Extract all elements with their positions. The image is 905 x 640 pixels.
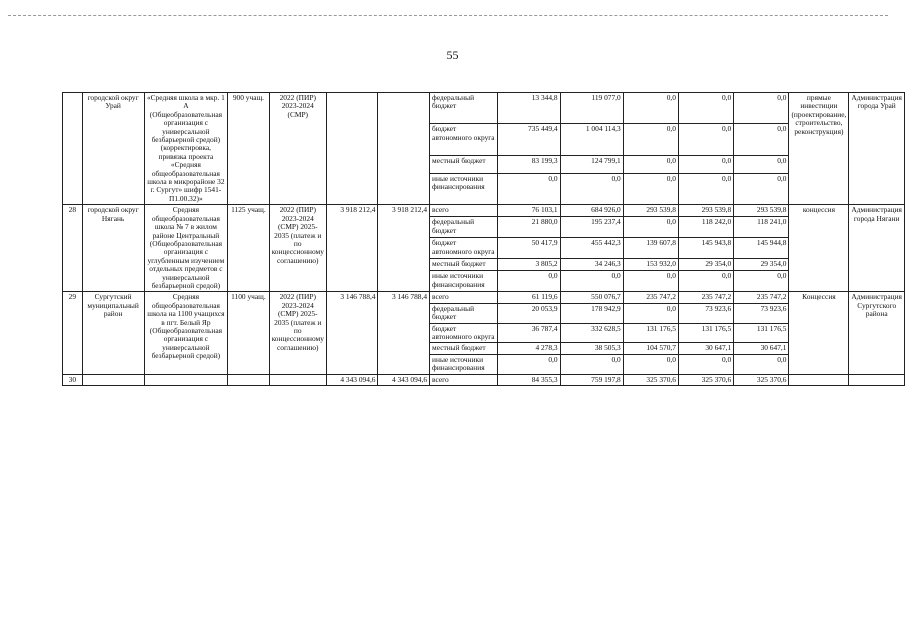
cell-value-v3: 325 370,6 bbox=[623, 374, 678, 385]
cell-no: 29 bbox=[63, 292, 83, 374]
cell-value-v1: 21 880,0 bbox=[497, 217, 560, 238]
cell-value-v4: 235 747,2 bbox=[678, 292, 733, 303]
cell-value-v5: 0,0 bbox=[734, 93, 789, 124]
cell-value-v5: 30 647,1 bbox=[734, 343, 789, 354]
cell-value-v2: 0,0 bbox=[560, 173, 623, 204]
scan-top-border bbox=[8, 15, 888, 16]
table-row bbox=[63, 374, 905, 385]
cell-value-v5: 73 923,6 bbox=[734, 303, 789, 323]
cell-source: бюджет автономного округа bbox=[430, 323, 498, 343]
cell-value-v1: 20 053,9 bbox=[497, 303, 560, 323]
cell-value-v2: 38 505,3 bbox=[560, 343, 623, 354]
cell-value-v3: 0,0 bbox=[623, 173, 678, 204]
cell-value-v1: 61 119,6 bbox=[497, 292, 560, 303]
cell-capacity: 1100 учащ. bbox=[228, 292, 269, 374]
cell-value-v3: 0,0 bbox=[623, 93, 678, 124]
cell-value-v2: 119 077,0 bbox=[560, 93, 623, 124]
cell-value-v2: 759 197,8 bbox=[560, 374, 623, 385]
cell-value-v5: 0,0 bbox=[734, 124, 789, 155]
cell-mechanism: концессия bbox=[789, 205, 849, 292]
cell-no bbox=[63, 93, 83, 205]
cell-cost-total: 3 918 212,4 bbox=[326, 205, 378, 292]
cell-customer: Администрация города Нягани bbox=[849, 205, 905, 292]
cell-value-v5: 325 370,6 bbox=[734, 374, 789, 385]
cell-customer: Администрация Сургутского района bbox=[849, 292, 905, 374]
cell-source: федеральный бюджет bbox=[430, 93, 498, 124]
cell-years: 2022 (ПИР) 2023-2024 (СМР) 2025-2035 (платеж и по концессионному соглашению) bbox=[269, 205, 326, 292]
cell-value-v2: 0,0 bbox=[560, 354, 623, 374]
cell-value-v3: 0,0 bbox=[623, 217, 678, 238]
cell-value-v2: 455 442,3 bbox=[560, 238, 623, 259]
cell-value-v4: 73 923,6 bbox=[678, 303, 733, 323]
cell-value-v1: 36 787,4 bbox=[497, 323, 560, 343]
cell-cost-remaining: 3 146 788,4 bbox=[378, 292, 430, 374]
cell-cost-total: 4 343 094,6 bbox=[326, 374, 378, 385]
table-row bbox=[63, 205, 905, 217]
investment-table bbox=[62, 92, 905, 386]
cell-capacity bbox=[228, 374, 269, 385]
cell-source: местный бюджет bbox=[430, 343, 498, 354]
cell-value-v2: 0,0 bbox=[560, 271, 623, 292]
cell-source: иные источники финансирования bbox=[430, 271, 498, 292]
cell-mechanism: прямые инвестиции (проектирование, строительство, реконструкция) bbox=[789, 93, 849, 205]
cell-value-v4: 0,0 bbox=[678, 124, 733, 155]
cell-customer: Администрация города Урай bbox=[849, 93, 905, 205]
cell-value-v3: 0,0 bbox=[623, 271, 678, 292]
cell-value-v2: 124 799,1 bbox=[560, 155, 623, 173]
cell-value-v4: 0,0 bbox=[678, 271, 733, 292]
cell-source: всего bbox=[430, 374, 498, 385]
cell-value-v2: 332 628,5 bbox=[560, 323, 623, 343]
cell-value-v4: 118 242,0 bbox=[678, 217, 733, 238]
cell-value-v1: 0,0 bbox=[497, 271, 560, 292]
cell-value-v3: 0,0 bbox=[623, 354, 678, 374]
cell-value-v5: 0,0 bbox=[734, 271, 789, 292]
cell-value-v3: 104 570,7 bbox=[623, 343, 678, 354]
cell-cost-remaining bbox=[378, 93, 430, 205]
cell-value-v5: 0,0 bbox=[734, 354, 789, 374]
cell-value-v1: 13 344,8 bbox=[497, 93, 560, 124]
cell-object: Средняя общеобразовательная школа на 1100 учащихся в пгт. Белый Яр (Общеобразовательная организация с универсальной безбарьерной средой) bbox=[144, 292, 228, 374]
page-number: 55 bbox=[446, 48, 459, 62]
cell-municipality: городской округ Нягань bbox=[82, 205, 144, 292]
cell-value-v3: 139 607,8 bbox=[623, 238, 678, 259]
cell-value-v1: 0,0 bbox=[497, 173, 560, 204]
cell-value-v2: 34 246,3 bbox=[560, 259, 623, 271]
cell-value-v4: 0,0 bbox=[678, 93, 733, 124]
cell-source: федеральный бюджет bbox=[430, 217, 498, 238]
cell-capacity: 1125 учащ. bbox=[228, 205, 269, 292]
cell-no: 28 bbox=[63, 205, 83, 292]
cell-value-v4: 29 354,0 bbox=[678, 259, 733, 271]
cell-source: иные источники финансирования bbox=[430, 173, 498, 204]
cell-value-v5: 118 241,0 bbox=[734, 217, 789, 238]
cell-value-v2: 684 926,0 bbox=[560, 205, 623, 217]
cell-value-v1: 735 449,4 bbox=[497, 124, 560, 155]
cell-source: всего bbox=[430, 292, 498, 303]
cell-value-v3: 235 747,2 bbox=[623, 292, 678, 303]
cell-mechanism: Концессия bbox=[789, 292, 849, 374]
cell-capacity: 900 учащ. bbox=[228, 93, 269, 205]
cell-object bbox=[144, 374, 228, 385]
cell-source: местный бюджет bbox=[430, 155, 498, 173]
cell-municipality: городской округ Урай bbox=[82, 93, 144, 205]
cell-value-v4: 325 370,6 bbox=[678, 374, 733, 385]
cell-cost-remaining: 3 918 212,4 bbox=[378, 205, 430, 292]
cell-value-v3: 131 176,5 bbox=[623, 323, 678, 343]
cell-value-v5: 131 176,5 bbox=[734, 323, 789, 343]
cell-value-v4: 145 943,8 bbox=[678, 238, 733, 259]
cell-value-v1: 50 417,9 bbox=[497, 238, 560, 259]
cell-municipality bbox=[82, 374, 144, 385]
cell-value-v5: 145 944,8 bbox=[734, 238, 789, 259]
cell-value-v1: 84 355,3 bbox=[497, 374, 560, 385]
cell-cost-remaining: 4 343 094,6 bbox=[378, 374, 430, 385]
cell-cost-total: 3 146 788,4 bbox=[326, 292, 378, 374]
cell-value-v3: 0,0 bbox=[623, 155, 678, 173]
cell-value-v1: 3 805,2 bbox=[497, 259, 560, 271]
cell-value-v4: 0,0 bbox=[678, 173, 733, 204]
cell-object: Средняя общеобразовательная школа № 7 в жилом районе Центральный (Общеобразовательная организация с углубленным изучением отдельных предметов с универсальной безбарьерной средой) bbox=[144, 205, 228, 292]
table-row bbox=[63, 93, 905, 124]
cell-value-v5: 29 354,0 bbox=[734, 259, 789, 271]
cell-mechanism bbox=[789, 374, 849, 385]
cell-value-v1: 83 199,3 bbox=[497, 155, 560, 173]
cell-value-v3: 293 539,8 bbox=[623, 205, 678, 217]
cell-value-v1: 0,0 bbox=[497, 354, 560, 374]
cell-years: 2022 (ПИР) 2023-2024 (СМР) 2025-2035 (платеж и по концессионному соглашению) bbox=[269, 292, 326, 374]
cell-years bbox=[269, 374, 326, 385]
cell-value-v4: 293 539,8 bbox=[678, 205, 733, 217]
cell-cost-total bbox=[326, 93, 378, 205]
cell-value-v1: 76 103,1 bbox=[497, 205, 560, 217]
cell-object: «Средняя школа в мкр. 1 А (Общеобразовательная организация с универсальной безбарьерной средой) (корректировка, привязка проекта «Средняя общеобразовательная школа в микрорайоне 32 г. Сургут» шифр 1541-П1.00.32)» bbox=[144, 93, 228, 205]
cell-value-v4: 131 176,5 bbox=[678, 323, 733, 343]
cell-value-v4: 30 647,1 bbox=[678, 343, 733, 354]
cell-value-v5: 235 747,2 bbox=[734, 292, 789, 303]
cell-value-v1: 4 278,3 bbox=[497, 343, 560, 354]
cell-years: 2022 (ПИР) 2023-2024 (СМР) bbox=[269, 93, 326, 205]
cell-municipality: Сургутский муниципальный район bbox=[82, 292, 144, 374]
cell-source: бюджет автономного округа bbox=[430, 124, 498, 155]
cell-source: местный бюджет bbox=[430, 259, 498, 271]
cell-value-v2: 178 942,9 bbox=[560, 303, 623, 323]
cell-no: 30 bbox=[63, 374, 83, 385]
cell-value-v2: 195 237,4 bbox=[560, 217, 623, 238]
cell-value-v3: 0,0 bbox=[623, 124, 678, 155]
cell-source: иные источники финансирования bbox=[430, 354, 498, 374]
cell-value-v3: 0,0 bbox=[623, 303, 678, 323]
cell-value-v5: 293 539,8 bbox=[734, 205, 789, 217]
cell-source: всего bbox=[430, 205, 498, 217]
cell-value-v2: 550 076,7 bbox=[560, 292, 623, 303]
cell-value-v5: 0,0 bbox=[734, 173, 789, 204]
cell-value-v2: 1 004 114,3 bbox=[560, 124, 623, 155]
cell-value-v5: 0,0 bbox=[734, 155, 789, 173]
cell-customer bbox=[849, 374, 905, 385]
table-row bbox=[63, 292, 905, 303]
cell-value-v4: 0,0 bbox=[678, 354, 733, 374]
cell-source: бюджет автономного округа bbox=[430, 238, 498, 259]
cell-value-v3: 153 932,0 bbox=[623, 259, 678, 271]
cell-source: федеральный бюджет bbox=[430, 303, 498, 323]
cell-value-v4: 0,0 bbox=[678, 155, 733, 173]
